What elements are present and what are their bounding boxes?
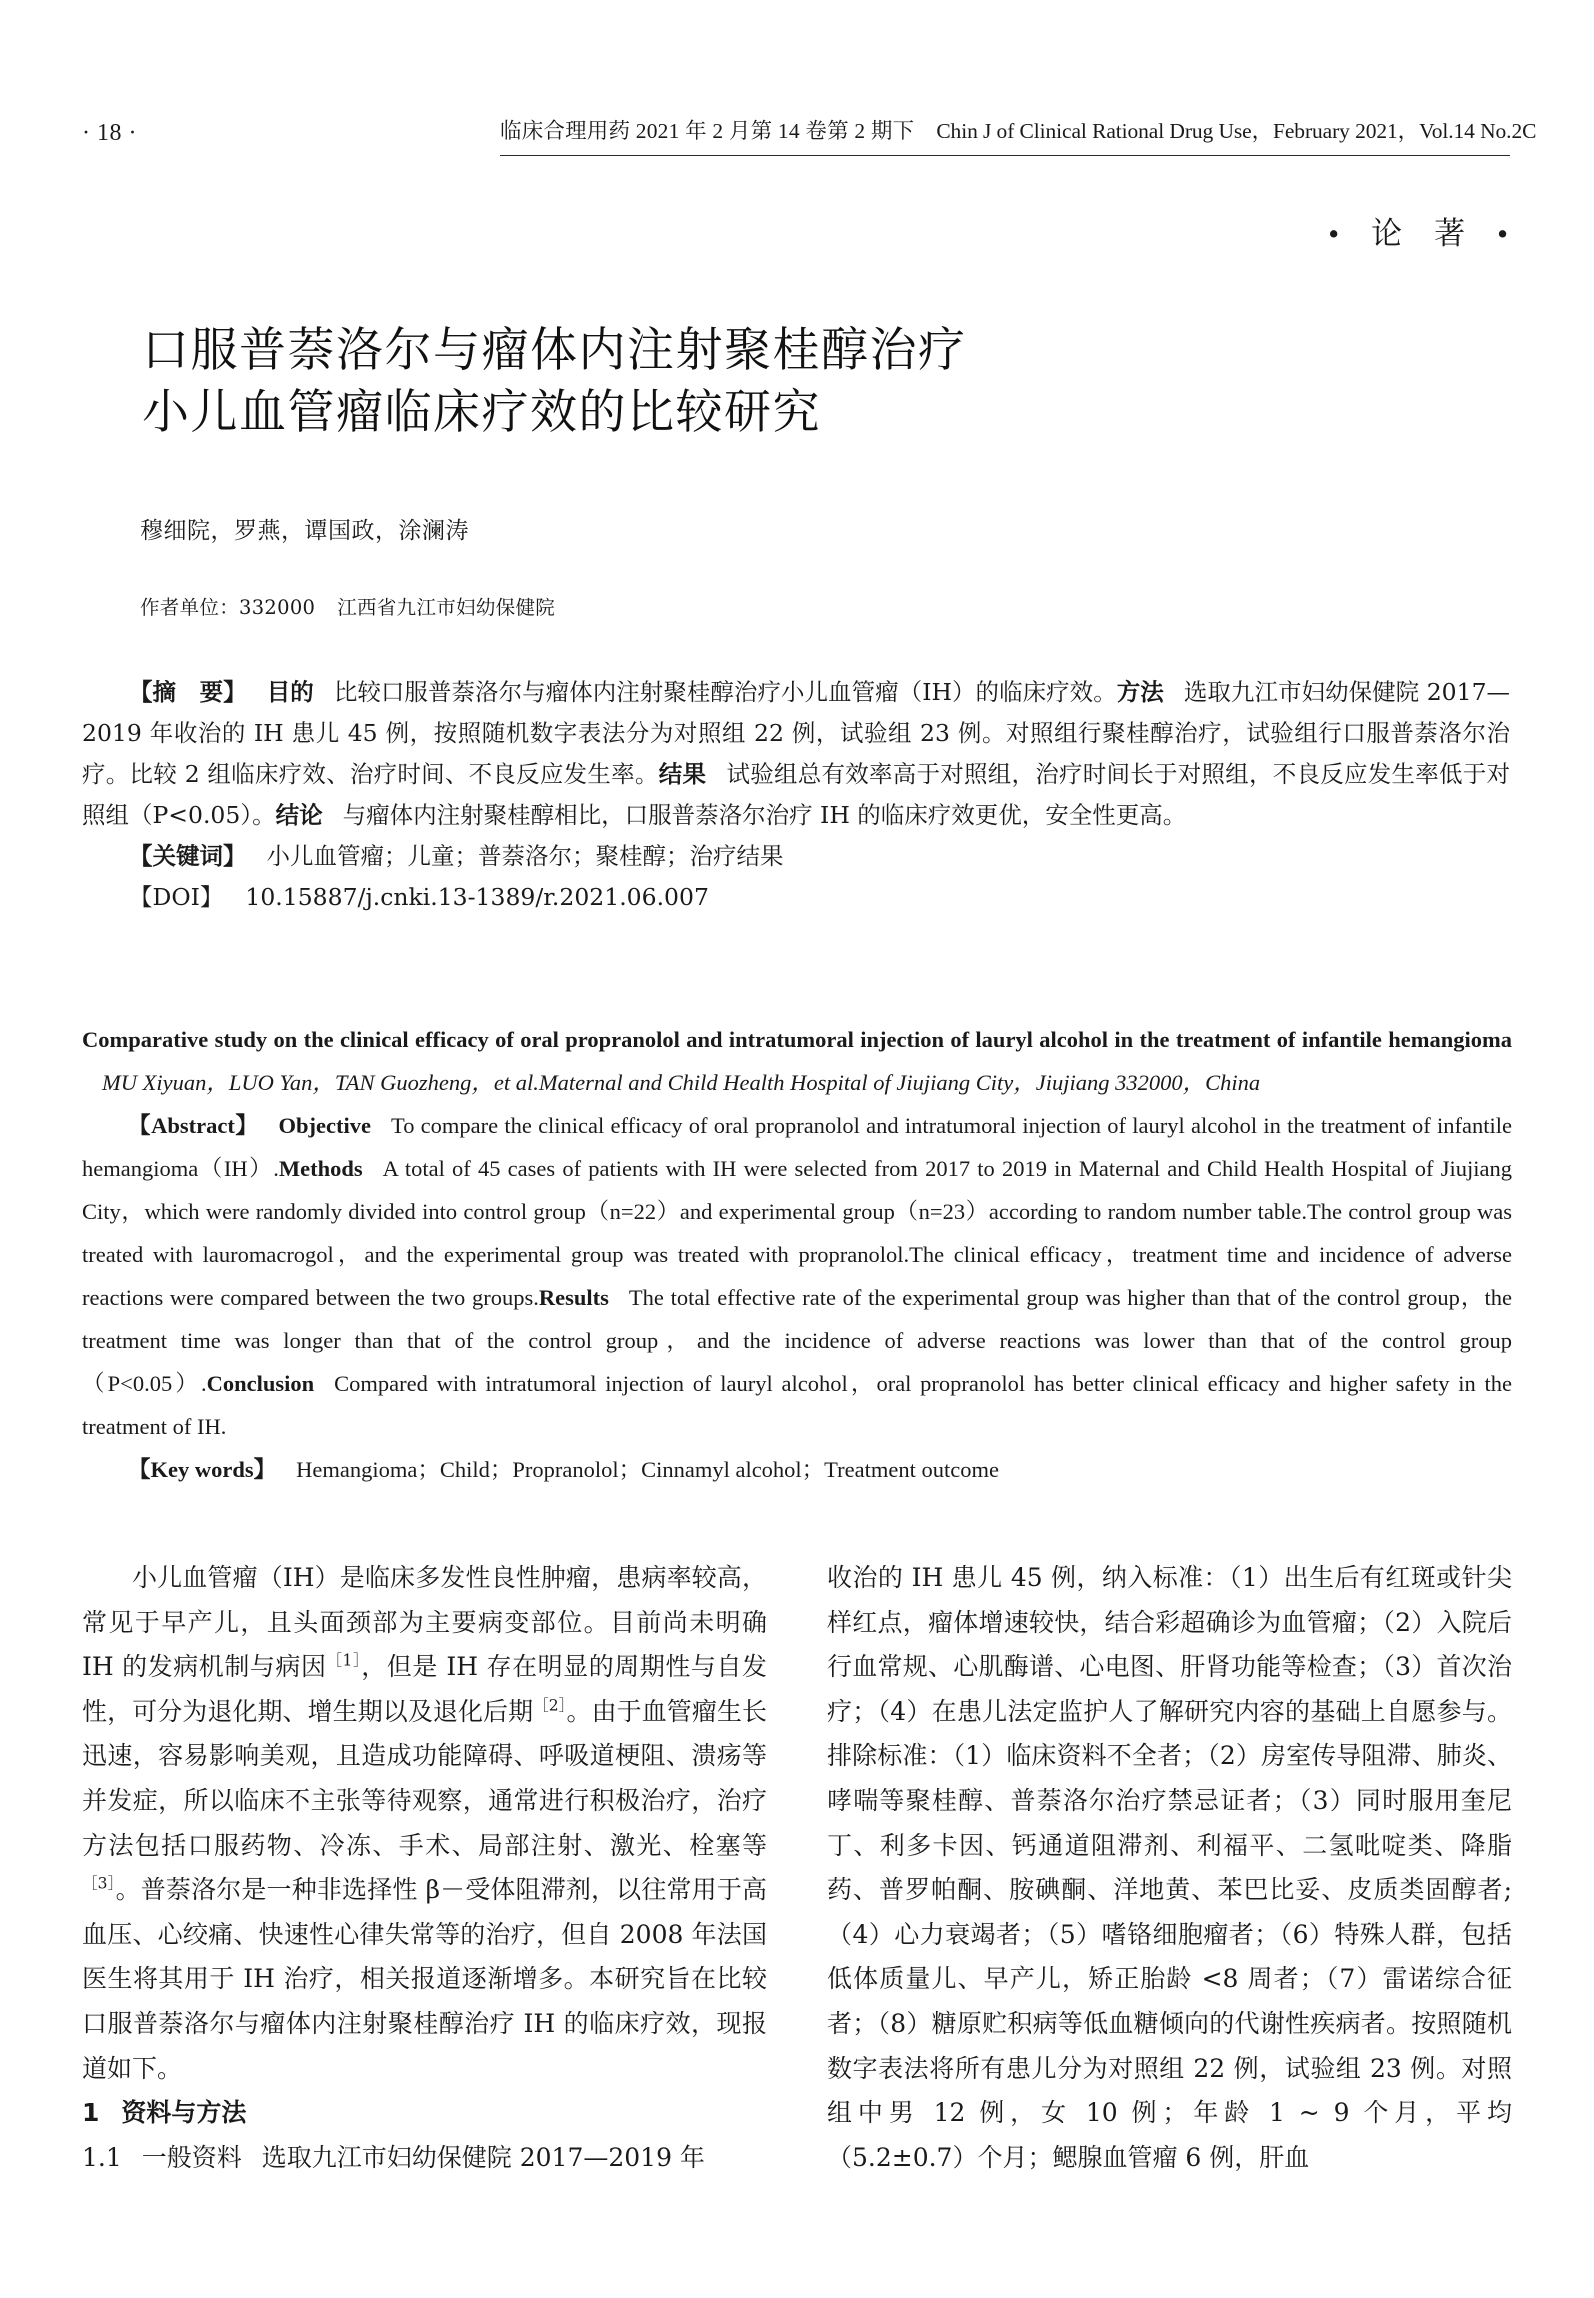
affiliation-value: 江西省九江市妇幼保健院 <box>337 596 556 619</box>
keywords-line-cn <box>82 836 1510 877</box>
objective-text-cn: 比较口服普萘洛尔与瘤体内注射聚桂醇治疗小儿血管瘤（IH）的临床疗效。 <box>333 678 1117 706</box>
author-list: 穆细院，罗燕，谭国政，涂澜涛 <box>140 518 469 544</box>
section-heading-number: 1 <box>82 2098 100 2128</box>
marker-dot-left: • <box>1328 216 1342 251</box>
conclusion-text-cn: 与瘤体内注射聚桂醇相比，口服普萘洛尔治疗 IH 的临床疗效更优，安全性更高。 <box>342 801 1187 829</box>
objective-label-cn: 目的 <box>266 678 314 706</box>
marker-label-2: 著 <box>1434 216 1468 251</box>
body-columns <box>82 1556 1512 2256</box>
conclusion-label-en: Conclusion <box>206 1371 315 1396</box>
body-column-left <box>82 1556 767 2180</box>
intro-text-d: 。普萘洛尔是一种非选择性 β－受体阻滞剂，以往常用于高血压、心绞痛、快速性心律失常等的治疗，但自 2008 年法国医生将其用于 IH 治疗，相关报道逐渐增多。本研究旨在比较口服普萘洛尔与瘤体内注射聚桂醇治疗 IH 的临床疗效，现报道如下。 <box>82 1875 767 2083</box>
keywords-text-en: Hemangioma；Child；Propranolol；Cinnamyl alcohol；Treatment outcome <box>296 1457 999 1482</box>
results-text-en: The total effective rate of the experimental group was higher than that of the control group，the treatment time was longer than that of the control group，and the incidence of adverse reactions was lower than that of the control group（P<0.05）. <box>82 1285 1512 1396</box>
marker-label-1: 论 <box>1371 216 1405 251</box>
results-text-cn: 试验组总有效率高于对照组，治疗时间长于对照组，不良反应发生率低于对照组（P<0.05）。 <box>82 760 1511 829</box>
conclusion-label-cn: 结论 <box>275 801 323 829</box>
keywords-label-en: 【Key words】 <box>128 1457 277 1482</box>
journal-name-cn: 临床合理用药 2021 年 2 月第 14 卷第 2 期下 <box>500 119 915 143</box>
section-heading-1 <box>82 2091 767 2136</box>
english-keywords-line <box>82 1448 1512 1491</box>
methods-label-en: Methods <box>278 1156 363 1181</box>
running-head <box>0 112 1594 160</box>
doi-label: 【DOI】 <box>129 883 224 911</box>
english-abstract-block <box>82 1018 1512 1491</box>
journal-name-en: Chin J of Clinical Rational Drug Use，February 2021，Vol.14 No.2C <box>936 119 1537 143</box>
title-line-1: 口服普萘洛尔与瘤体内注射聚桂醇治疗 <box>142 323 967 378</box>
page-folio: · 18 · <box>82 120 137 146</box>
conclusion-text-en: Compared with intratumoral injection of lauryl alcohol，oral propranolol has better clinical efficacy and higher safety in the treatment of IH. <box>82 1371 1512 1439</box>
results-label-cn: 结果 <box>658 760 707 788</box>
chinese-abstract <box>82 672 1510 918</box>
subsection-number: 1.1 <box>82 2142 122 2172</box>
english-abstract-body <box>82 1104 1512 1448</box>
body-column-right <box>827 1556 1512 2180</box>
affiliation-label: 作者单位：332000 <box>140 596 316 619</box>
running-head-text <box>500 116 1537 156</box>
abstract-body-cn <box>82 672 1510 836</box>
methods-text-cn: 选取九江市妇幼保健院 2017—2019 年收治的 IH 患儿 45 例，按照随机数字表法分为对照组 22 例，试验组 23 例。对照组行聚桂醇治疗，试验组行口服普萘洛尔治疗。比较 2 组临床疗效、治疗时间、不良反应发生率。 <box>82 678 1511 788</box>
methods-text-en: A total of 45 cases of patients with IH were selected from 2017 to 2019 in Maternal and Child Health Hospital of Jiujiang City，which were randomly divided into control group（n=22）and experimental group（n=23）according to random number table.The control group was treated with lauromacrogol，and the experimental group was treated with propranolol.The clinical efficacy，treatment time and incidence of adverse reactions were compared between the two groups. <box>82 1156 1512 1310</box>
page-title <box>142 320 1472 444</box>
english-authors: MU Xiyuan，LUO Yan，TAN Guozheng，et al.Maternal and Child Health Hospital of Jiujiang City，Jiujiang 332000，China <box>102 1070 1261 1095</box>
intro-text-c: 。由于血管瘤生长迅速，容易影响美观，且造成功能障碍、呼吸道梗阻、溃疡等并发症，所以临床不主张等待观察，通常进行积极治疗，治疗方法包括口服药物、冷冻、手术、局部注射、激光、栓塞等 <box>82 1696 767 1860</box>
results-label-en: Results <box>538 1285 609 1310</box>
intro-paragraph <box>82 1556 767 2091</box>
abstract-label-cn: 【摘 要】 <box>129 678 247 706</box>
doi-line <box>82 877 1510 918</box>
section-marker <box>1328 208 1510 253</box>
keywords-label-cn: 【关键词】 <box>129 842 247 870</box>
english-title: Comparative study on the clinical efficacy of oral propranolol and intratumoral injection of lauryl alcohol in the treatment of infantile hemangioma <box>82 1027 1512 1052</box>
intro-text-a: 小儿血管瘤（IH）是临床多发性良性肿瘤，患病率较高，常见于早产儿，且头面颈部为主要病变部位。目前尚未明确 IH 的发病机制与病因 <box>82 1563 767 1682</box>
intro-text-b: ，但是 IH 存在明显的周期性与自发性，可分为退化期、增生期以及退化后期 <box>82 1652 767 1726</box>
subsection-1-1 <box>82 2136 767 2181</box>
keywords-text-cn: 小儿血管瘤；儿童；普萘洛尔；聚桂醇；治疗结果 <box>266 842 784 870</box>
objective-text-en: To compare the clinical efficacy of oral propranolol and intratumoral injection of lauryl alcohol in the treatment of infantile hemangioma（IH）. <box>82 1113 1512 1181</box>
reference-marker-3: ［3］ <box>82 1874 116 1893</box>
affiliation <box>140 592 555 620</box>
methods-label-cn: 方法 <box>1116 678 1164 706</box>
subsection-text: 选取九江市妇幼保健院 2017—2019 年 <box>261 2142 705 2172</box>
section-heading-text: 资料与方法 <box>121 2098 247 2128</box>
english-title-and-authors <box>82 1018 1512 1104</box>
methods-continuation-paragraph: 收治的 IH 患儿 45 例，纳入标准：（1）出生后有红斑或针尖样红点，瘤体增速较快，结合彩超确诊为血管瘤；（2）入院后行血常规、心肌酶谱、心电图、肝肾功能等检查；（3）首次治疗；（4）在患儿法定监护人了解研究内容的基础上自愿参与。排除标准：（1）临床资料不全者；（2）房室传导阻滞、肺炎、哮喘等聚桂醇、普萘洛尔治疗禁忌证者；（3）同时服用奎尼丁、利多卡因、钙通道阻滞剂、利福平、二氢吡啶类、降脂药、普罗帕酮、胺碘酮、洋地黄、苯巴比妥、皮质类固醇者;（4）心力衰竭者；（5）嗜铬细胞瘤者；（6）特殊人群，包括低体质量儿、早产儿，矫正胎龄 <8 周者；（7）雷诺综合征者；（8）糖原贮积病等低血糖倾向的代谢性疾病者。按照随机数字表法将所有患儿分为对照组 22 例，试验组 23 例。对照组中男 12 例，女 10 例；年龄 1 ~ 9 个月，平均（5.2±0.7）个月；鳃腺血管瘤 6 例，肝血 <box>827 1563 1512 2172</box>
doi-value: 10.15887/j.cnki.13-1389/r.2021.06.007 <box>245 883 709 911</box>
title-line-2: 小儿血管瘤临床疗效的比较研究 <box>142 385 821 440</box>
subsection-title: 一般资料 <box>141 2142 242 2172</box>
reference-marker-1: ［1］ <box>326 1651 362 1670</box>
objective-label-en: Objective <box>278 1113 372 1138</box>
marker-dot-right: • <box>1497 216 1510 251</box>
abstract-label-en: 【Abstract】 <box>128 1113 259 1138</box>
reference-marker-2: ［2］ <box>533 1696 567 1715</box>
